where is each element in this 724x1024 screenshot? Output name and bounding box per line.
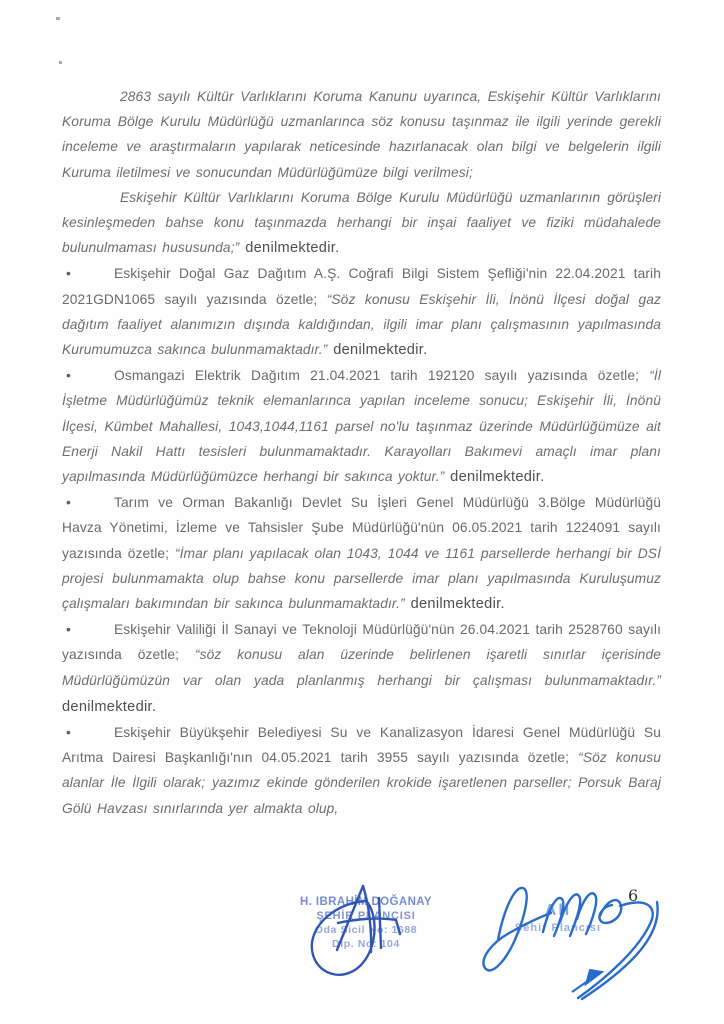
bullet-closing-text: denilmektedir. xyxy=(62,698,157,715)
paragraph-text: 2863 sayılı Kültür Varlıklarını Koruma Kanunu uyarınca, Eskişehir Kültür Varlıklarını Koruma Bölge Kurulu Müdürlüğü uzmanlarınca söz konusu taşınmaz ile ilgili yerinde gerekli inceleme ve araştırmaların yapılarak neticesinde hazırlanacak olan bilgi ve belgelerin ilgili Kuruma iletilmesi ve sonucundan Müdürlüğümüze bilgi verilmesi; xyxy=(62,89,661,180)
paragraph-kultur-kanunu xyxy=(62,84,661,185)
page-number: 6 xyxy=(628,886,639,905)
bullet-intro-text: Eskişehir Büyükşehir Belediyesi Su ve Kanalizasyon İdaresi Genel Müdürlüğü Su Arıtma Dairesi Başkanlığı'nın 04.05.2021 tarih 3955 sayılı yazısında özetle; xyxy=(62,725,661,766)
bullet-icon: • xyxy=(66,495,71,511)
bullet-item-su-kanalizasyon xyxy=(62,720,661,821)
bullet-closing-text: denilmektedir. xyxy=(444,469,545,486)
bullet-intro-text: Osmangazi Elektrik Dağıtım 21.04.2021 tarih 192120 sayılı yazısında özetle; xyxy=(114,368,650,384)
bullet-quote-text: “söz konusu alan üzerinde belirlenen işaretli sınırlar içerisinde Müdürlüğümüzün var olan yada planlanmış herhangi bir çalışması bulunmamaktadır.” xyxy=(62,647,661,688)
stamp-registry-text: Oda Sicil No: 1688 xyxy=(314,924,418,936)
bullet-quote-text: “Söz konusu alanlar İle İlgili olarak; yazımız ekinde gönderilen krokide işaretlenen parseller; Porsuk Baraj Gölü Havzası sınırlarında yer almakta olup, xyxy=(62,750,661,816)
bullet-intro-text: Eskişehir Doğal Gaz Dağıtım A.Ş. Coğrafi Bilgi Sistem Şefliği'nin 22.04.2021 tarih 2021GDN1065 sayılı yazısında özetle; xyxy=(62,266,661,307)
scan-speckle xyxy=(59,61,62,64)
bullet-intro-text: Eskişehir Valiliği İl Sanayi ve Teknoloji Müdürlüğü'nün 26.04.2021 tarih 2528760 sayılı yazısında özetle; xyxy=(62,622,661,663)
bullet-item-dogal-gaz xyxy=(62,261,661,363)
stamp-name-text: Ali xyxy=(544,902,572,919)
document-body xyxy=(62,84,661,821)
bullet-closing-text: denilmektedir. xyxy=(404,596,505,613)
bullet-icon: • xyxy=(66,266,71,282)
bullet-icon: • xyxy=(66,725,71,741)
bullet-quote-text: “İl İşletme Müdürlüğümüz teknik elemanlarınca yapılan inceleme sonucu; Eskişehir İli, İnönü İlçesi, Kümbet Mahallesi, 1043,1044,1161 parsel no'lu taşınmaz üzerinde Müdürlüğümüze ait Enerji Nakil Hattı tesisleri bulunmamaktadır. Karayolları Bakımevi amaçlı imar planı yapılmasında Müdürlüğümüzce herhangi bir sakınca yoktur.” xyxy=(62,368,661,485)
stamp-title-text: ŞEHİR PLANCISI xyxy=(316,910,416,922)
stamp-name-text: H. IBRAHİM DOĞANAY xyxy=(299,896,432,908)
bullet-closing-text: denilmektedir. xyxy=(327,342,428,359)
right-official-stamp xyxy=(492,901,624,935)
stamp-diploma-text: Dip. No: 104 xyxy=(332,938,400,950)
bullet-quote-text: “İmar planı yapılacak olan 1043, 1044 ve 1161 parsellerde herhangi bir DSİ projesi bulunmamakta olup bahse konu parsellerde imar planı yapılmasında Kuruluşumuz çalışmaları bakımından bir sakınca bulunmamaktadır.” xyxy=(62,545,661,612)
bullet-item-elektrik xyxy=(62,363,661,490)
bullet-icon: • xyxy=(66,368,71,384)
bullet-item-sanayi-teknoloji xyxy=(62,617,661,720)
bullet-icon: • xyxy=(66,622,71,638)
bullet-intro-text: Tarım ve Orman Bakanlığı Devlet Su İşleri Genel Müdürlüğü 3.Bölge Müdürlüğü Havza Yönetimi, İzleme ve Tahsisler Şube Müdürlüğü'nün 06.05.2021 tarih 1224091 sayılı yazısında özetle; xyxy=(62,495,661,561)
paragraph-kurul-gorusleri xyxy=(62,185,661,262)
scan-speckle xyxy=(56,17,60,20)
left-official-stamp xyxy=(293,895,439,951)
stamp-title-text: Şehir Plancısı xyxy=(514,922,602,934)
bullet-item-dsi xyxy=(62,490,661,617)
paragraph-text: denilmektedir. xyxy=(239,240,340,257)
paragraph-text: Eskişehir Kültür Varlıklarını Koruma Bölge Kurulu Müdürlüğü uzmanlarının görüşleri kesinleşmeden bahse konu taşınmazda herhangi bir inşai faaliyet ve fiziki müdahalede bulunulmaması hususunda;” xyxy=(62,189,661,256)
bullet-quote-text: “Söz konusu Eskişehir İli, İnönü İlçesi doğal gaz dağıtım faaliyet alanımızın dışında kaldığından, ilgili imar planı çalışmasının yapılmasında Kurumumuzca sakınca bulunmamaktadır.” xyxy=(62,291,661,358)
signature-arrow-icon xyxy=(572,970,602,992)
